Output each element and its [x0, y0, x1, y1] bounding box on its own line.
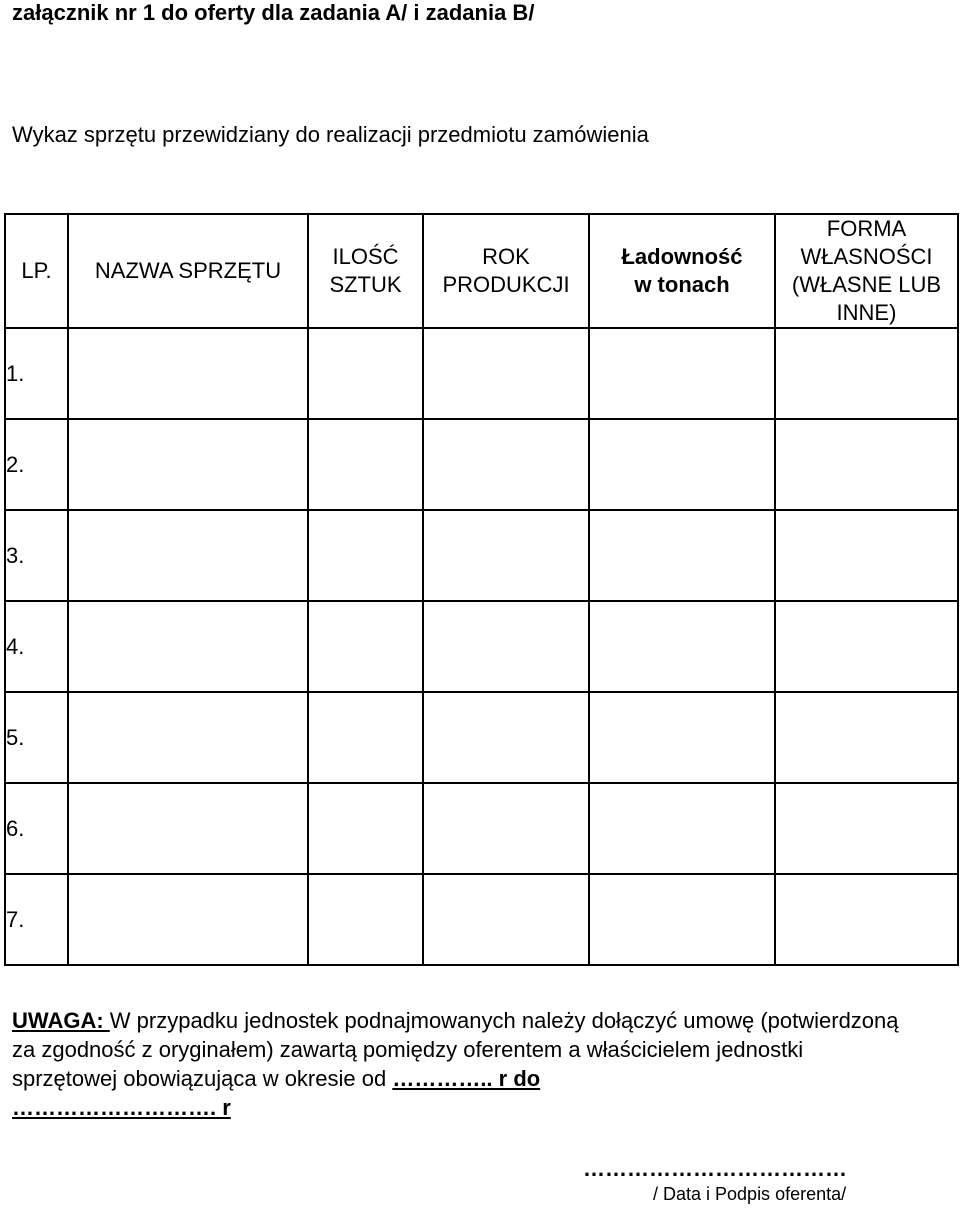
- row-number: 2.: [5, 419, 68, 510]
- row-number: 1.: [5, 328, 68, 419]
- cell-capacity[interactable]: [589, 601, 775, 692]
- note-text: W przypadku jednostek podnajmowanych należy dołączyć umowę (potwierdzoną za zgodność z oryginałem) zawartą pomiędzy oferentem a właścicielem jednostki sprzętowej obowiązująca w okresie od: [12, 1008, 899, 1091]
- cell-capacity[interactable]: [589, 692, 775, 783]
- capacity-header-line2: w tonach: [634, 272, 730, 297]
- capacity-header-line1: Ładowność: [621, 244, 743, 269]
- cell-name[interactable]: [68, 601, 308, 692]
- cell-name[interactable]: [68, 328, 308, 419]
- cell-quantity[interactable]: [308, 328, 423, 419]
- cell-capacity[interactable]: [589, 783, 775, 874]
- cell-name[interactable]: [68, 874, 308, 965]
- row-number: 3.: [5, 510, 68, 601]
- note-paragraph: [12, 1006, 912, 1122]
- cell-capacity[interactable]: [589, 510, 775, 601]
- table-header-row: [5, 214, 958, 328]
- cell-quantity[interactable]: [308, 874, 423, 965]
- column-header-lp: LP.: [5, 214, 68, 328]
- date-from-field[interactable]: ………….. r do: [392, 1066, 541, 1091]
- cell-capacity[interactable]: [589, 419, 775, 510]
- row-number: 5.: [5, 692, 68, 783]
- column-header-quantity: ILOŚĆ SZTUK: [308, 214, 423, 328]
- cell-year[interactable]: [423, 510, 589, 601]
- equipment-table: [4, 213, 959, 966]
- cell-year[interactable]: [423, 692, 589, 783]
- row-number: 4.: [5, 601, 68, 692]
- column-header-year: ROK PRODUKCJI: [423, 214, 589, 328]
- cell-quantity[interactable]: [308, 783, 423, 874]
- cell-year[interactable]: [423, 419, 589, 510]
- table-row: [5, 783, 958, 874]
- column-header-ownership: FORMA WŁASNOŚCI (WŁASNE LUB INNE): [775, 214, 958, 328]
- cell-ownership[interactable]: [775, 601, 958, 692]
- date-to-field[interactable]: ………………………. r: [12, 1095, 231, 1120]
- cell-year[interactable]: [423, 328, 589, 419]
- cell-capacity[interactable]: [589, 328, 775, 419]
- cell-name[interactable]: [68, 419, 308, 510]
- cell-name[interactable]: [68, 783, 308, 874]
- cell-name[interactable]: [68, 692, 308, 783]
- table-row: [5, 510, 958, 601]
- cell-ownership[interactable]: [775, 692, 958, 783]
- cell-ownership[interactable]: [775, 419, 958, 510]
- cell-quantity[interactable]: [308, 692, 423, 783]
- signature-caption: / Data i Podpis oferenta/: [653, 1184, 847, 1204]
- table-row: [5, 419, 958, 510]
- table-row: [5, 692, 958, 783]
- cell-quantity[interactable]: [308, 419, 423, 510]
- cell-capacity[interactable]: [589, 874, 775, 965]
- column-header-name: NAZWA SPRZĘTU: [68, 214, 308, 328]
- cell-name[interactable]: [68, 510, 308, 601]
- document-subtitle: Wykaz sprzętu przewidziany do realizacji przedmiotu zamówienia: [12, 122, 649, 147]
- table-row: [5, 601, 958, 692]
- cell-year[interactable]: [423, 783, 589, 874]
- row-number: 7.: [5, 874, 68, 965]
- signature-line[interactable]: ………………………………: [583, 1156, 847, 1181]
- column-header-capacity: [589, 214, 775, 328]
- note-label: UWAGA:: [12, 1008, 110, 1033]
- table-row: [5, 328, 958, 419]
- row-number: 6.: [5, 783, 68, 874]
- cell-quantity[interactable]: [308, 510, 423, 601]
- cell-year[interactable]: [423, 601, 589, 692]
- cell-quantity[interactable]: [308, 601, 423, 692]
- document-title: załącznik nr 1 do oferty dla zadania A/ i zadania B/: [12, 0, 535, 25]
- table-row: [5, 874, 958, 965]
- cell-ownership[interactable]: [775, 510, 958, 601]
- cell-ownership[interactable]: [775, 783, 958, 874]
- cell-year[interactable]: [423, 874, 589, 965]
- cell-ownership[interactable]: [775, 328, 958, 419]
- cell-ownership[interactable]: [775, 874, 958, 965]
